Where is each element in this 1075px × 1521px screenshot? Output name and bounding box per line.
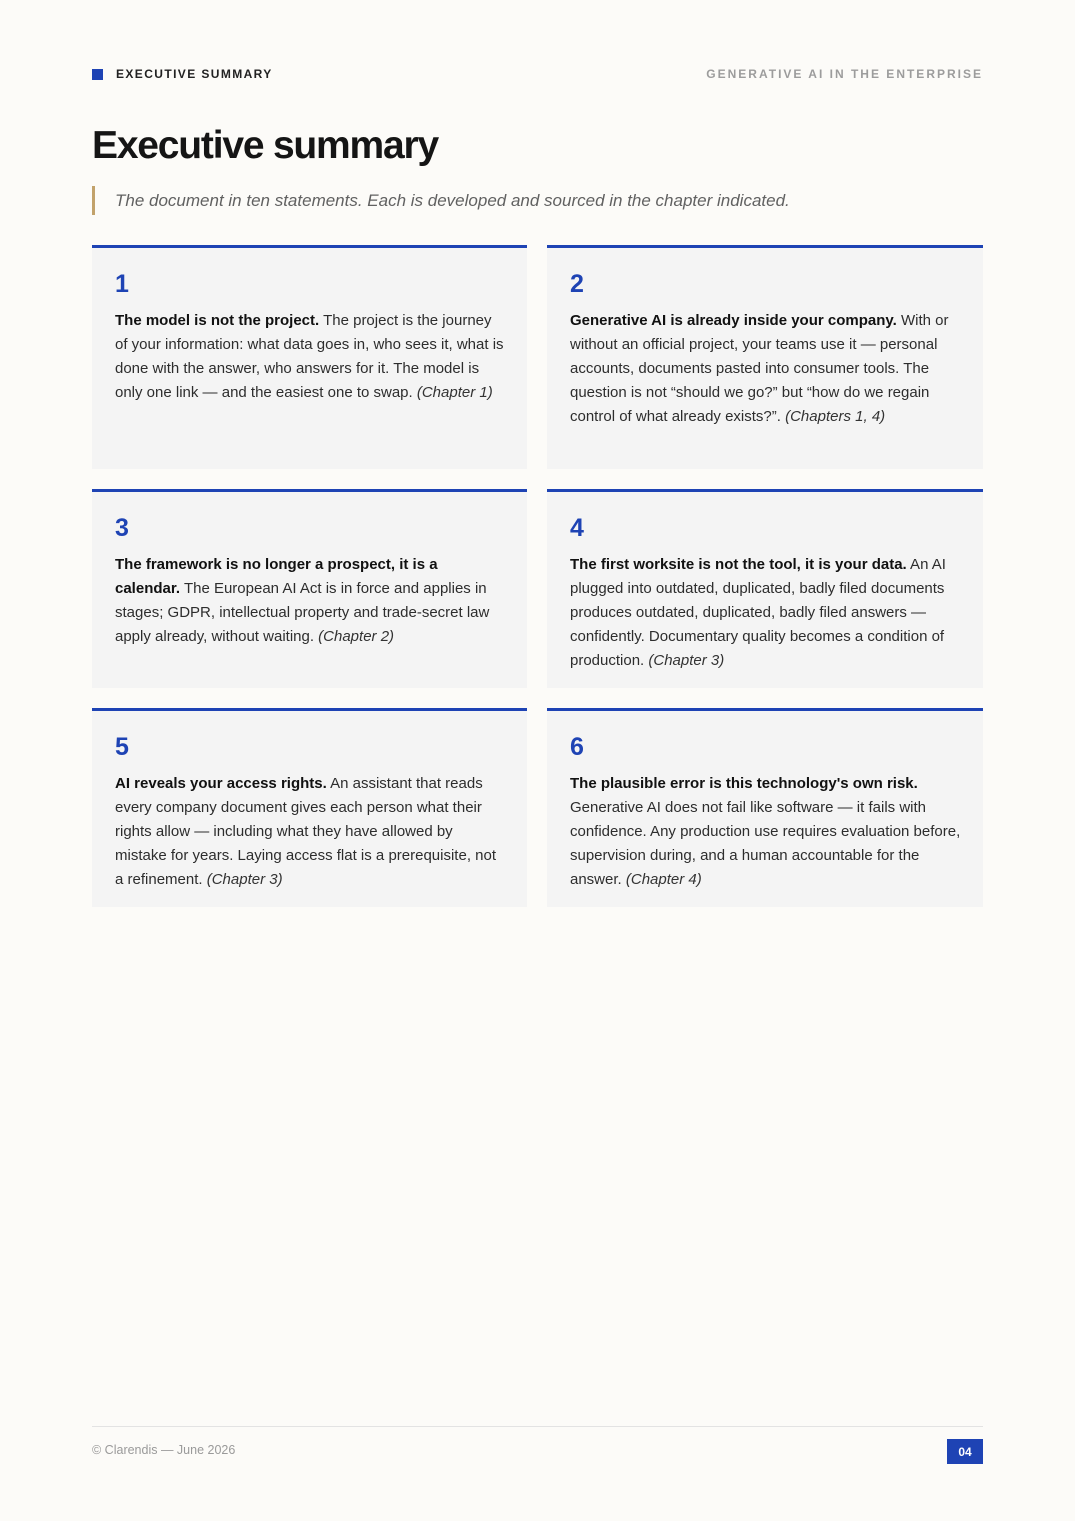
chapter-reference: (Chapters 1, 4) bbox=[785, 408, 886, 425]
statement-lead: AI reveals your access rights. bbox=[115, 775, 327, 792]
page-number-badge: 04 bbox=[947, 1439, 983, 1464]
statement-lead: The model is not the project. bbox=[115, 312, 320, 329]
statement-body: An AI plugged into outdated, duplicated, badly filed documents produces outdated, duplicated, badly filed answers — confidently. Documentary quality becomes a condition of production. bbox=[570, 556, 946, 669]
section-marker bbox=[92, 67, 273, 81]
statement-body: An assistant that reads every company document gives each person what their rights allow — including what they have allowed by mistake for years. Laying access flat is a prerequisite, not a refinement. bbox=[115, 775, 497, 888]
chapter-reference: (Chapter 1) bbox=[416, 384, 493, 401]
statement-card bbox=[547, 489, 983, 688]
statement-card bbox=[92, 489, 527, 688]
statement-body: The project is the journey of your information: what data goes in, who sees it, what is done with the answer, who answers for it. The model is only one link — and the easiest one to swap. bbox=[115, 312, 504, 401]
chapter-reference: (Chapter 3) bbox=[206, 871, 283, 888]
chapter-reference: (Chapter 4) bbox=[625, 871, 702, 888]
statement-number: 6 bbox=[570, 733, 584, 761]
chapter-reference: (Chapter 3) bbox=[648, 652, 725, 669]
footer-copyright: © Clarendis — June 2026 bbox=[92, 1443, 236, 1457]
statement-body: The European AI Act is in force and applies in stages; GDPR, intellectual property and trade-secret law apply already, without waiting. bbox=[115, 580, 490, 645]
statement-lead: The framework is no longer a prospect, it is a calendar. bbox=[115, 556, 438, 597]
section-square-icon bbox=[92, 69, 103, 80]
statement-text bbox=[570, 309, 961, 429]
intro-quote bbox=[92, 186, 790, 215]
statement-lead: The first worksite is not the tool, it is your data. bbox=[570, 556, 907, 573]
section-label: EXECUTIVE SUMMARY bbox=[116, 67, 273, 81]
statement-text bbox=[115, 309, 505, 405]
statement-text bbox=[115, 772, 505, 892]
statement-text bbox=[115, 553, 505, 649]
statement-card bbox=[92, 708, 527, 907]
statement-body: Generative AI does not fail like software — it fails with confidence. Any production use requires evaluation before, supervision during, and a human accountable for the answer. bbox=[570, 799, 961, 888]
statement-text bbox=[570, 772, 961, 892]
statement-grid bbox=[92, 245, 983, 907]
footer-divider bbox=[92, 1426, 983, 1427]
document-title: GENERATIVE AI IN THE ENTERPRISE bbox=[706, 67, 983, 81]
statement-lead: Generative AI is already inside your company. bbox=[570, 312, 897, 329]
statement-lead: The plausible error is this technology's own risk. bbox=[570, 775, 918, 792]
statement-text bbox=[570, 553, 961, 673]
statement-number: 1 bbox=[115, 270, 129, 298]
statement-body: With or without an official project, your teams use it — personal accounts, documents pasted into consumer tools. The question is not “should we go?” but “how do we regain control of what already exists?”. bbox=[570, 312, 949, 425]
statement-number: 5 bbox=[115, 733, 129, 761]
running-header bbox=[92, 66, 983, 82]
statement-number: 4 bbox=[570, 514, 584, 542]
statement-card bbox=[547, 708, 983, 907]
statement-card bbox=[547, 245, 983, 469]
statement-number: 3 bbox=[115, 514, 129, 542]
chapter-reference: (Chapter 2) bbox=[318, 628, 395, 645]
statement-card bbox=[92, 245, 527, 469]
page-title: Executive summary bbox=[92, 124, 438, 167]
intro-text: The document in ten statements. Each is developed and sourced in the chapter indicated. bbox=[115, 190, 790, 210]
statement-number: 2 bbox=[570, 270, 584, 298]
